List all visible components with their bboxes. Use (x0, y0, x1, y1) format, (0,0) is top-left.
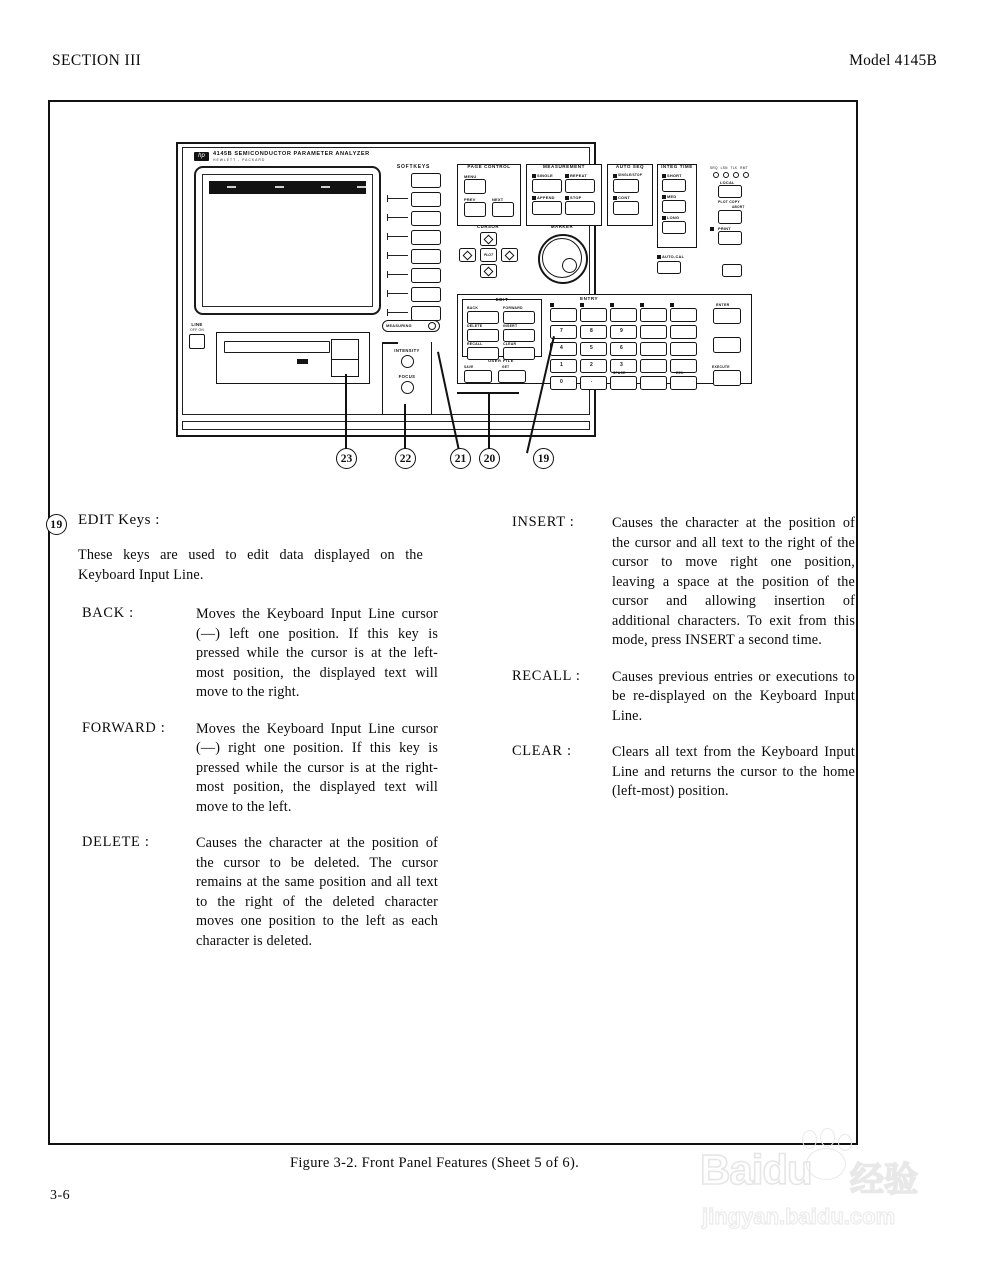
plot-copy-label: PLOT COPY (718, 200, 740, 204)
intensity-focus-group (382, 342, 432, 415)
term-recall: RECALL : (512, 667, 581, 684)
cursor-left-key[interactable] (459, 248, 476, 262)
single-key-label: SINGLE (537, 173, 553, 178)
focus-knob-icon[interactable] (401, 381, 414, 394)
lsn-led-icon (723, 172, 729, 178)
hpib-indicator-labels: SRQ LSN TLK RMT (710, 166, 748, 170)
cursor-pad-group (457, 224, 519, 282)
append-key[interactable] (532, 201, 562, 215)
intro-paragraph: These keys are used to edit data displayed on the Keyboard Input Line. (78, 547, 423, 583)
measurement-title: MEASUREMENT (542, 164, 586, 169)
right-column (500, 512, 855, 819)
rmt-led-icon (743, 172, 749, 178)
entry-key-eex[interactable] (670, 376, 697, 390)
entry-key-2[interactable] (580, 359, 607, 373)
softkey-button[interactable] (411, 287, 441, 302)
entry-op-key[interactable] (640, 342, 667, 356)
line-power-switch-group (184, 322, 210, 349)
watermark-url: jingyan.baidu.com (702, 1204, 896, 1229)
callout-22: 22 (395, 448, 416, 469)
print-key-label: PRINT (718, 226, 731, 231)
figure-caption: Figure 3-2. Front Panel Features (Sheet 5 of 6). (289, 1155, 580, 1171)
cursor-title: CURSOR (476, 224, 500, 229)
item-heading (50, 512, 438, 531)
term-insert: INSERT : (512, 514, 575, 530)
next-key-label: NEXT (492, 197, 504, 202)
integ-time-title: INTEG TIME (661, 164, 693, 169)
entry-key-1[interactable] (550, 359, 577, 373)
line-power-button[interactable] (189, 334, 205, 349)
entry-key-5-label: 5 (590, 345, 594, 351)
entry-fn-key[interactable] (550, 308, 577, 322)
auto-cal-key[interactable] (657, 261, 681, 274)
softkey-button[interactable] (411, 192, 441, 207)
srq-led-icon (713, 172, 719, 178)
menu-key-label: MENU (464, 174, 477, 179)
figure-region (48, 104, 858, 489)
clear-key-label: CLEAR (503, 342, 517, 346)
stop-key-label: STOP (570, 195, 582, 200)
term-forward: FORWARD : (82, 719, 166, 736)
auto-seq-cont-label: CONT (618, 195, 631, 200)
leader-line-22 (404, 404, 406, 449)
prev-key-label: PREV (464, 197, 476, 202)
intensity-knob-icon[interactable] (401, 355, 414, 368)
term-back: BACK : (82, 605, 134, 621)
execute-key[interactable] (713, 370, 741, 386)
entry-key-9[interactable] (610, 325, 637, 339)
desc-forward: Moves the Keyboard Input Line cursor (—) right one position. If this key is pressed while the cursor is at the right-most position, the displayed text will move to the left. (196, 720, 438, 815)
entry-key-1-label: 1 (560, 362, 564, 368)
stop-led-icon (565, 196, 569, 200)
append-led-icon (532, 196, 536, 200)
left-column (50, 512, 438, 968)
tlk-led-icon (733, 172, 739, 178)
callout-23: 23 (336, 448, 357, 469)
auto-seq-single-label: SINGLE/STOP (618, 173, 643, 177)
marker-knob-dimple-icon (562, 258, 577, 273)
entry-keypad-group (550, 296, 700, 385)
definition-delete (78, 834, 438, 951)
softkey-button[interactable] (411, 211, 441, 226)
print-key[interactable] (718, 231, 742, 245)
instrument-company-text: HEWLETT - PACKARD (213, 158, 266, 162)
menu-key[interactable] (464, 179, 486, 194)
softkeys-title: SOFTKEYS (396, 164, 431, 170)
marker-knob-inner-icon (542, 238, 582, 278)
softkey-button[interactable] (411, 268, 441, 283)
insert-key-label: INSERT (503, 324, 518, 328)
delete-key[interactable] (467, 329, 499, 342)
execute-key-label: EXECUTE (712, 365, 730, 369)
chevron-down-icon (484, 266, 494, 276)
edit-keys-group (462, 299, 542, 357)
short-key[interactable] (662, 179, 686, 192)
med-key-label: MED (667, 194, 677, 199)
definition-recall (500, 668, 855, 727)
forward-key[interactable] (503, 311, 535, 324)
item-title: EDIT Keys : (78, 512, 160, 528)
long-key-label: LONG (667, 215, 680, 220)
insert-key[interactable] (503, 329, 535, 342)
repeat-key-label: REPEAT (570, 173, 587, 178)
auto-seq-group (607, 164, 653, 226)
page-control-title: PAGE CONTROL (467, 164, 511, 169)
desc-recall: Causes previous entries or executions to be re-displayed on the Keyboard Input Line. (612, 668, 855, 724)
save-key[interactable] (464, 370, 492, 383)
measuring-label: MEASURING (386, 324, 412, 328)
leader-bracket-20 (457, 392, 519, 394)
definition-clear (500, 743, 855, 802)
entry-key-0[interactable] (550, 376, 577, 390)
measurement-group (526, 164, 602, 226)
softkeys-group (386, 164, 441, 332)
get-key[interactable] (498, 370, 526, 383)
line-label: LINE (191, 322, 203, 327)
cursor-down-key[interactable] (480, 264, 497, 278)
desc-clear: Clears all text from the Keyboard Input Line and returns the cursor to the home (left-most) position. (612, 744, 855, 799)
entry-key-9-label: 9 (620, 328, 624, 334)
plot-copy-key[interactable] (718, 210, 742, 224)
page-number: 3-6 (50, 1188, 71, 1203)
hp-logo-icon: hp (194, 152, 209, 161)
body-text-region (48, 512, 858, 1072)
entry-key-space-label: SPACE (613, 371, 626, 375)
prev-key[interactable] (464, 202, 486, 217)
callout-20: 20 (479, 448, 500, 469)
softkey-button[interactable] (411, 249, 441, 264)
plot-key[interactable]: PLOT (480, 248, 497, 262)
abort-label: ABORT (732, 205, 745, 209)
stop-key[interactable] (565, 201, 595, 215)
next-key[interactable] (492, 202, 514, 217)
delete-key-label: DELETE (467, 324, 483, 328)
auto-seq-cont-key[interactable] (613, 201, 639, 215)
med-key[interactable] (662, 200, 686, 213)
short-led-icon (662, 174, 666, 178)
crt-top-band (209, 181, 366, 194)
item-number-badge: 19 (46, 514, 67, 535)
chevron-right-icon (505, 250, 515, 260)
watermark-brand: Baidu (700, 1146, 812, 1193)
blank-key[interactable] (713, 337, 741, 353)
entry-key-space[interactable] (610, 376, 637, 390)
local-key[interactable] (718, 185, 742, 198)
entry-fn-key[interactable] (580, 308, 607, 322)
intensity-control[interactable] (383, 348, 431, 368)
auto-seq-title: AUTO SEQ (615, 164, 645, 169)
softkey-button[interactable] (411, 306, 441, 321)
chassis-foot (182, 421, 590, 430)
entry-key-7-label: 7 (560, 328, 564, 334)
desc-delete: Causes the character at the position of the cursor to be deleted. The cursor remains at the same position and all text to the right of the deleted character moves one position to the left as each character is deleted. (196, 835, 438, 949)
keyboard-panel (457, 294, 752, 384)
enter-key[interactable] (713, 308, 741, 324)
entry-op-key[interactable] (640, 376, 667, 390)
get-key-label: GET (502, 365, 510, 369)
callout-19: 19 (533, 448, 554, 469)
instrument-model-text: 4145B SEMICONDUCTOR PARAMETER ANALYZER (213, 151, 370, 157)
marker-title: MARKER (550, 224, 574, 229)
short-key-label: SHORT (667, 173, 682, 178)
entry-key-decimal[interactable] (580, 376, 607, 390)
entry-op-key[interactable] (640, 325, 667, 339)
entry-fn-key[interactable] (640, 308, 667, 322)
enter-key-label: ENTER (716, 303, 730, 307)
entry-fn-key[interactable] (610, 308, 637, 322)
entry-title: ENTRY (580, 296, 599, 301)
focus-label: FOCUS (398, 374, 416, 379)
entry-key-4[interactable] (550, 342, 577, 356)
forward-key-label: FORWARD (503, 306, 523, 310)
entry-fn-key[interactable] (670, 308, 697, 322)
leader-line-23 (345, 374, 347, 449)
hpib-status-leds (713, 172, 749, 178)
entry-key-0-label: 0 (560, 379, 564, 385)
measuring-lamp-icon (428, 322, 436, 330)
page-control-group (457, 164, 521, 226)
running-header (52, 52, 937, 72)
term-clear: CLEAR : (512, 743, 572, 759)
crt-display-bezel (194, 166, 381, 315)
measuring-indicator (382, 320, 440, 332)
entry-key-3-label: 3 (620, 362, 624, 368)
save-key-label: SAVE (464, 365, 474, 369)
med-led-icon (662, 195, 666, 199)
intensity-label: INTENSITY (394, 348, 420, 353)
auto-seq-single-key[interactable] (613, 179, 639, 193)
edit-title: EDIT (495, 297, 509, 302)
callout-21: 21 (450, 448, 471, 469)
long-key[interactable] (662, 221, 686, 234)
softkey-button[interactable] (411, 230, 441, 245)
back-key[interactable] (467, 311, 499, 324)
disk-activity-led-icon (297, 359, 308, 364)
desc-back: Moves the Keyboard Input Line cursor (—) left one position. If this key is pressed while the cursor is at the left-most position, the displayed text will move to the right. (196, 606, 438, 700)
repeat-key[interactable] (565, 179, 595, 193)
baidu-watermark (700, 1132, 975, 1247)
local-key-label: LOCAL (720, 180, 735, 185)
focus-control[interactable] (383, 374, 431, 394)
entry-key-decimal-label: . (591, 378, 593, 384)
section-label: SECTION III (52, 52, 142, 69)
auto-seq-cont-led-icon (613, 196, 617, 200)
disk-eject-lever[interactable] (331, 339, 359, 377)
model-label: Model 4145B (849, 52, 937, 69)
watermark-chinese: 经验 (850, 1160, 918, 1200)
crt-screen (202, 174, 373, 307)
leader-line-20 (488, 394, 490, 449)
single-key[interactable] (532, 179, 562, 193)
marker-knob-group[interactable] (532, 224, 592, 286)
print-led-icon (710, 227, 714, 231)
repeat-led-icon (565, 174, 569, 178)
auto-seq-single-led-icon (613, 174, 617, 178)
instrument-front-panel (176, 142, 748, 437)
single-led-icon (532, 174, 536, 178)
definition-forward (78, 720, 438, 818)
entry-key-8-label: 8 (590, 328, 594, 334)
recall-key-label: RECALL (467, 342, 483, 346)
entry-key-6-label: 6 (620, 345, 624, 351)
entry-key-5[interactable] (580, 342, 607, 356)
auto-cal-label: AUTO-CAL (662, 254, 685, 259)
definition-insert (500, 514, 855, 651)
entry-key-4-label: 4 (560, 345, 564, 351)
line-offon-label: OFF ON (189, 327, 204, 332)
entry-key-2-label: 2 (590, 362, 594, 368)
desc-insert: Causes the character at the position of the cursor and all text to the right of the cursor to move right one position, leaving a space at the position of the cursor and allowing insertion of additional characters. To exit from this mode, press INSERT a second time. (612, 515, 855, 648)
cursor-right-key[interactable] (501, 248, 518, 262)
entry-key-6[interactable] (610, 342, 637, 356)
disk-slot (224, 341, 330, 353)
definition-back (78, 605, 438, 703)
term-delete: DELETE : (82, 834, 150, 850)
hpib-extra-key[interactable] (722, 264, 742, 277)
back-key-label: BACK (467, 306, 479, 310)
integ-time-group (657, 164, 697, 248)
entry-op-key[interactable] (670, 342, 697, 356)
hpib-group (708, 164, 750, 252)
entry-op-key[interactable] (670, 325, 697, 339)
append-key-label: APPEND (537, 195, 555, 200)
entry-op-key[interactable] (640, 359, 667, 373)
chevron-left-icon (463, 250, 473, 260)
entry-key-8[interactable] (580, 325, 607, 339)
softkey-button[interactable] (411, 173, 441, 188)
floppy-disk-drive[interactable] (216, 332, 370, 384)
entry-key-eex-label: EEX (676, 371, 684, 375)
long-led-icon (662, 216, 666, 220)
enter-execute-group (708, 299, 748, 379)
auto-cal-led-icon (657, 255, 661, 259)
brand-bar (194, 151, 370, 162)
cursor-up-key[interactable] (480, 232, 497, 246)
user-file-title: USER FILE (488, 358, 514, 363)
chevron-up-icon (484, 234, 494, 244)
user-file-group (462, 359, 540, 381)
